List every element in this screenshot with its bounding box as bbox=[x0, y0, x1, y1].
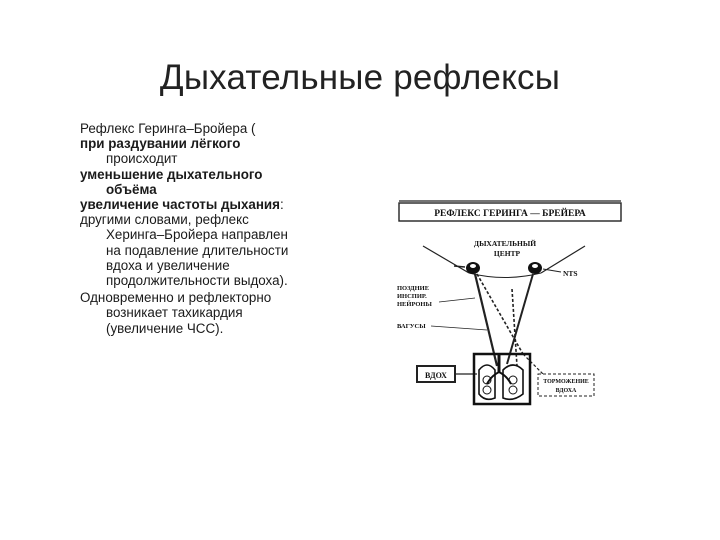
late-pointer bbox=[439, 298, 475, 302]
paragraph-2-line: Херинга–Бройера направлен bbox=[106, 227, 288, 243]
slide-text bbox=[80, 121, 348, 336]
center-label-line2: ЦЕНТР bbox=[493, 249, 521, 258]
vagus-pointer bbox=[431, 326, 487, 330]
center-label-line1: ДЫХАТЕЛЬНЫЙ bbox=[473, 239, 537, 248]
center-arc bbox=[469, 273, 541, 278]
paragraph-2-line: вдоха и увеличение bbox=[106, 257, 230, 273]
paragraph-2-line: на подавление длительности bbox=[106, 242, 289, 258]
paragraph-1-colon: : bbox=[279, 197, 284, 213]
paragraph-1-line: объёма bbox=[106, 181, 157, 197]
inhibit-label-line1: ТОРМОЖЕНИЕ bbox=[543, 379, 589, 385]
late-label-line1: ПОЗДНИЕ bbox=[397, 285, 430, 292]
left-neuron-tail bbox=[454, 266, 465, 267]
inhibit-dotted-arrow bbox=[523, 354, 545, 376]
vagus-label: ВАГУСЫ bbox=[397, 323, 426, 330]
efferent-path bbox=[475, 274, 497, 366]
diagram-svg bbox=[395, 194, 625, 416]
paragraph-1-line: уменьшение дыхательного bbox=[80, 166, 263, 182]
paragraph-2-line: другими словами, рефлекс bbox=[80, 212, 249, 228]
cone-left-line bbox=[423, 246, 469, 273]
lungs-icon bbox=[474, 354, 530, 404]
hering-breuer-diagram bbox=[395, 194, 625, 416]
inhale-label: ВДОХ bbox=[425, 371, 447, 380]
paragraph-3-line: возникает тахикардия bbox=[106, 305, 243, 321]
paragraph-1-line bbox=[80, 197, 348, 212]
afferent-path bbox=[507, 274, 533, 364]
late-label-line2: ИНСПИР. bbox=[397, 293, 427, 300]
paragraph-3-line: (увеличение ЧСС). bbox=[106, 320, 224, 336]
paragraph-1-line: при раздувании лёгкого bbox=[80, 136, 241, 152]
left-neuron-highlight bbox=[470, 264, 476, 268]
diagram-header: РЕФЛЕКС ГЕРИНГА — БРЕЙЕРА bbox=[434, 209, 586, 219]
paragraph-2-line: продолжительности выдоха). bbox=[106, 273, 288, 289]
nts-label: NTS bbox=[563, 269, 578, 278]
paragraph-1-line: Рефлекс Геринга–Бройера ( bbox=[80, 121, 256, 136]
right-neuron-highlight bbox=[532, 264, 538, 268]
slide-title: Дыхательные рефлексы bbox=[159, 58, 561, 97]
inhibit-label-line2: ВДОХА bbox=[555, 388, 577, 394]
paragraph-3-line: Одновременно и рефлекторно bbox=[80, 290, 272, 306]
paragraph-1-bold-text: увеличение частоты дыхания bbox=[80, 197, 280, 213]
paragraph-1-line: происходит bbox=[106, 151, 178, 167]
late-label-line3: НЕЙРОНЫ bbox=[397, 301, 432, 308]
